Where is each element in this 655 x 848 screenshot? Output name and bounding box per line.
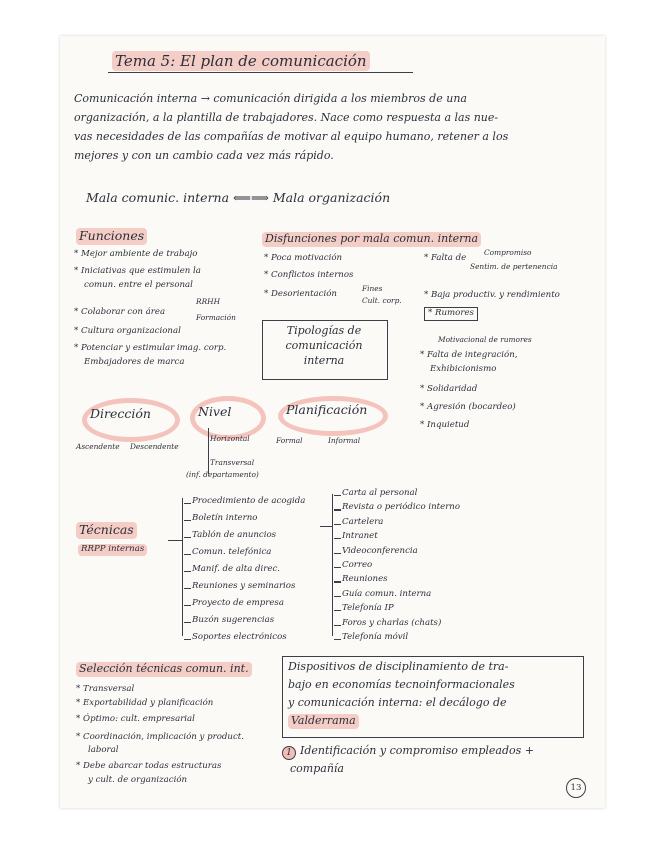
tecnica-item: Buzón sugerencias bbox=[192, 615, 275, 625]
disfunciones-item: * Falta de integración, bbox=[420, 350, 518, 360]
disfunciones-item: * Desorientación bbox=[264, 289, 337, 299]
disfunciones-sub: Sentim. de pertenencia bbox=[470, 262, 558, 271]
dispositivos-line: Valderrama bbox=[288, 714, 359, 729]
direccion-sub: Descendente bbox=[130, 442, 179, 451]
tecnica-item: Guía comun. interna bbox=[342, 588, 432, 599]
direccion-sub: Ascendente bbox=[76, 442, 120, 451]
tecnica-item: Telefonía IP bbox=[342, 603, 394, 614]
direccion-label: Dirección bbox=[90, 406, 151, 421]
funciones-item: * Potenciar y estimular imag. corp. bbox=[74, 343, 227, 353]
tecnica-item: Reuniones y seminarios bbox=[192, 581, 296, 591]
tecnicas-left-bracket bbox=[182, 498, 183, 636]
list-tick bbox=[184, 537, 191, 538]
tecnicas-right-connector bbox=[320, 526, 332, 527]
disfunciones-item: * Poca motivación bbox=[264, 253, 343, 263]
tecnica-item: Tablón de anuncios bbox=[192, 530, 277, 540]
tecnica-item: Cartelera bbox=[342, 516, 384, 527]
tecnica-item: Carta al personal bbox=[342, 488, 418, 498]
list-tick bbox=[184, 520, 191, 521]
disfunciones-item-boxed: * Rumores bbox=[424, 307, 478, 321]
tecnica-item: Videoconferencia bbox=[342, 545, 418, 556]
disfunciones-item: * Conflictos internos bbox=[264, 270, 354, 280]
disfunciones-item: * Falta de bbox=[424, 253, 467, 263]
tecnica-item: Procedimiento de acogida bbox=[192, 496, 306, 506]
tecnicas-right-bracket bbox=[332, 494, 333, 636]
decalogo-number: 1 bbox=[282, 746, 296, 760]
list-tick bbox=[334, 596, 341, 597]
page-number: 13 bbox=[566, 778, 586, 798]
list-tick bbox=[334, 524, 341, 525]
nivel-sub: Transversal bbox=[210, 458, 255, 467]
tecnica-item: Proyecto de empresa bbox=[192, 598, 284, 608]
disfunciones-sub: Exhibicionismo bbox=[430, 364, 497, 374]
disfunciones-item: * Inquietud bbox=[420, 420, 470, 430]
list-tick bbox=[184, 571, 191, 572]
list-tick bbox=[184, 503, 191, 504]
nivel-label: Nivel bbox=[198, 404, 232, 419]
title-underline bbox=[108, 72, 413, 73]
tecnicas-sub: RRPP internas bbox=[78, 544, 147, 556]
seleccion-item: * Óptimo: cult. empresarial bbox=[76, 714, 195, 724]
planificacion-sub: Informal bbox=[328, 436, 361, 445]
funciones-item: * Colaborar con área bbox=[74, 307, 166, 317]
tecnica-item: Manif. de alta direc. bbox=[192, 564, 281, 574]
tecnica-item: Soportes electrónicos bbox=[192, 632, 287, 642]
funciones-sub: RRHH bbox=[196, 297, 221, 306]
funciones-item: Embajadores de marca bbox=[84, 357, 185, 367]
funciones-item: * Mejor ambiente de trabajo bbox=[74, 249, 198, 259]
funciones-sub: Formación bbox=[196, 313, 236, 322]
funciones-item: * Cultura organizacional bbox=[74, 326, 181, 336]
planificacion-label: Planificación bbox=[286, 402, 368, 417]
disfunciones-sub: Fines bbox=[362, 284, 383, 293]
decalogo-item: compañía bbox=[290, 762, 344, 775]
intro-line-1: Comunicación interna → comunicación dirigida a los miembros de una bbox=[74, 92, 467, 105]
intro-line-3: vas necesidades de las compañías de motivar al equipo humano, retener a los bbox=[74, 130, 509, 143]
list-tick bbox=[334, 495, 341, 496]
equation-line: Mala comunic. interna ⟸⟹ Mala organización bbox=[86, 190, 391, 205]
nivel-branch bbox=[208, 428, 209, 474]
seleccion-item: * Coordinación, implicación y product. bbox=[76, 732, 244, 742]
list-tick bbox=[334, 625, 341, 626]
tecnica-item: Foros y charlas (chats) bbox=[342, 617, 442, 628]
tecnica-item: Revista o periódico interno bbox=[342, 502, 461, 513]
tecnica-item: Reuniones bbox=[342, 574, 388, 585]
seleccion-item: * Exportabilidad y planificación bbox=[76, 698, 214, 708]
list-tick bbox=[334, 567, 341, 568]
list-tick bbox=[334, 639, 341, 640]
funciones-item: comun. entre el personal bbox=[84, 280, 193, 290]
tipologias-label: Tipologías de comunicación interna bbox=[285, 324, 363, 367]
tecnicas-left-connector bbox=[168, 540, 182, 541]
page-title: Tema 5: El plan de comunicación bbox=[112, 51, 370, 71]
disfunciones-item: * Baja productiv. y rendimiento bbox=[424, 290, 560, 300]
tecnica-item: Boletín interno bbox=[192, 513, 258, 523]
seleccion-item: laboral bbox=[88, 745, 119, 755]
dispositivos-line: bajo en economías tecnoinformacionales bbox=[288, 678, 515, 691]
nivel-sub: (inf. departamento) bbox=[186, 470, 259, 479]
disfunciones-sub: Motivacional de rumores bbox=[438, 335, 532, 344]
disfunciones-sub: Cult. corp. bbox=[362, 296, 402, 305]
list-tick bbox=[334, 610, 341, 611]
disfunciones-item: * Solidaridad bbox=[420, 384, 478, 394]
funciones-heading: Funciones bbox=[76, 228, 147, 245]
dispositivos-line: y comunicación interna: el decálogo de bbox=[288, 696, 507, 709]
dispositivos-line: Dispositivos de disciplinamiento de tra- bbox=[288, 660, 509, 673]
tecnicas-heading: Técnicas bbox=[76, 522, 137, 539]
list-tick bbox=[334, 538, 341, 539]
list-tick bbox=[334, 581, 341, 582]
seleccion-item: * Debe abarcar todas estructuras bbox=[76, 761, 222, 771]
list-tick bbox=[334, 553, 341, 554]
disfunciones-heading: Disfunciones por mala comun. interna bbox=[262, 232, 481, 247]
list-tick bbox=[184, 639, 191, 640]
tecnica-item: Intranet bbox=[342, 531, 378, 542]
disfunciones-item: * Agresión (bocardeo) bbox=[420, 402, 516, 412]
disfunciones-sub: Compromiso bbox=[484, 248, 532, 257]
nivel-sub: Horizontal bbox=[210, 434, 250, 443]
planificacion-sub: Formal bbox=[276, 436, 303, 445]
tecnica-item: Correo bbox=[342, 560, 373, 570]
tecnica-item: Comun. telefónica bbox=[192, 547, 272, 557]
list-tick bbox=[184, 554, 191, 555]
intro-line-4: mejores y con un cambio cada vez más rápido. bbox=[74, 149, 334, 162]
decalogo-item: Identificación y compromiso empleados + bbox=[300, 744, 535, 757]
tecnica-item: Telefonía móvil bbox=[342, 632, 409, 642]
seleccion-item: * Transversal bbox=[76, 684, 135, 694]
intro-line-2: organización, a la plantilla de trabajadores. Nace como respuesta a las nue- bbox=[74, 111, 499, 124]
seleccion-heading: Selección técnicas comun. int. bbox=[76, 662, 252, 677]
list-tick bbox=[184, 605, 191, 606]
list-tick bbox=[334, 509, 341, 510]
list-tick bbox=[184, 588, 191, 589]
list-tick bbox=[184, 622, 191, 623]
seleccion-item: y cult. de organización bbox=[88, 775, 188, 785]
funciones-item: * Iniciativas que estimulen la bbox=[74, 266, 201, 276]
